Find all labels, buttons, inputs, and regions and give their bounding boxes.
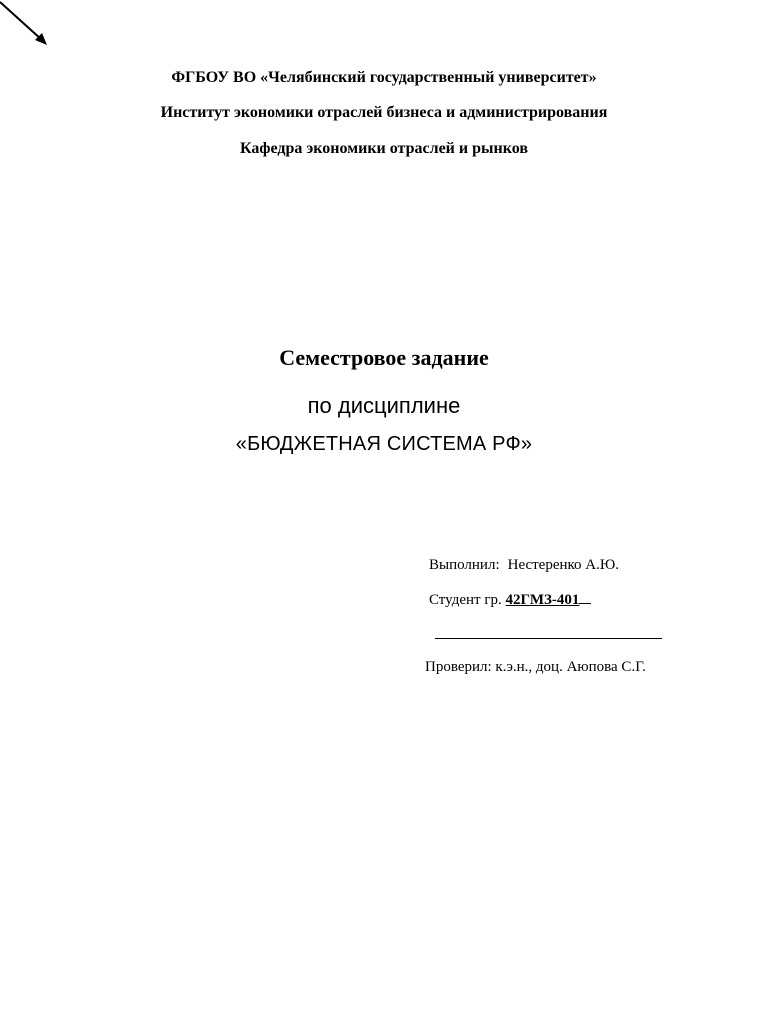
signature-line: [435, 638, 662, 639]
discipline-name: «БЮДЖЕТНАЯ СИСТЕМА РФ»: [235, 433, 533, 455]
document-title: Семестровое задание: [279, 345, 489, 370]
author-label: Выполнил:: [429, 557, 500, 573]
institute-name: Институт экономики отраслей бизнеса и администрирования: [160, 104, 608, 121]
department-name: Кафедра экономики отраслей и рынков: [240, 140, 528, 157]
discipline-label: по дисциплине: [307, 393, 461, 418]
group-underline: [579, 591, 591, 604]
group-label: Студент гр.: [429, 592, 502, 608]
group-row: [429, 591, 591, 609]
university-name: ФГБОУ ВО «Челябинский государственный университет»: [171, 69, 597, 86]
group-value: 42ГМЗ-401: [505, 592, 580, 608]
checker-line: Проверил: к.э.н., доц. Аюпова С.Г.: [425, 659, 646, 675]
author-name: Нестеренко А.Ю.: [507, 557, 620, 573]
author-row: [429, 557, 619, 574]
arrow-down-right-icon: [0, 0, 60, 60]
